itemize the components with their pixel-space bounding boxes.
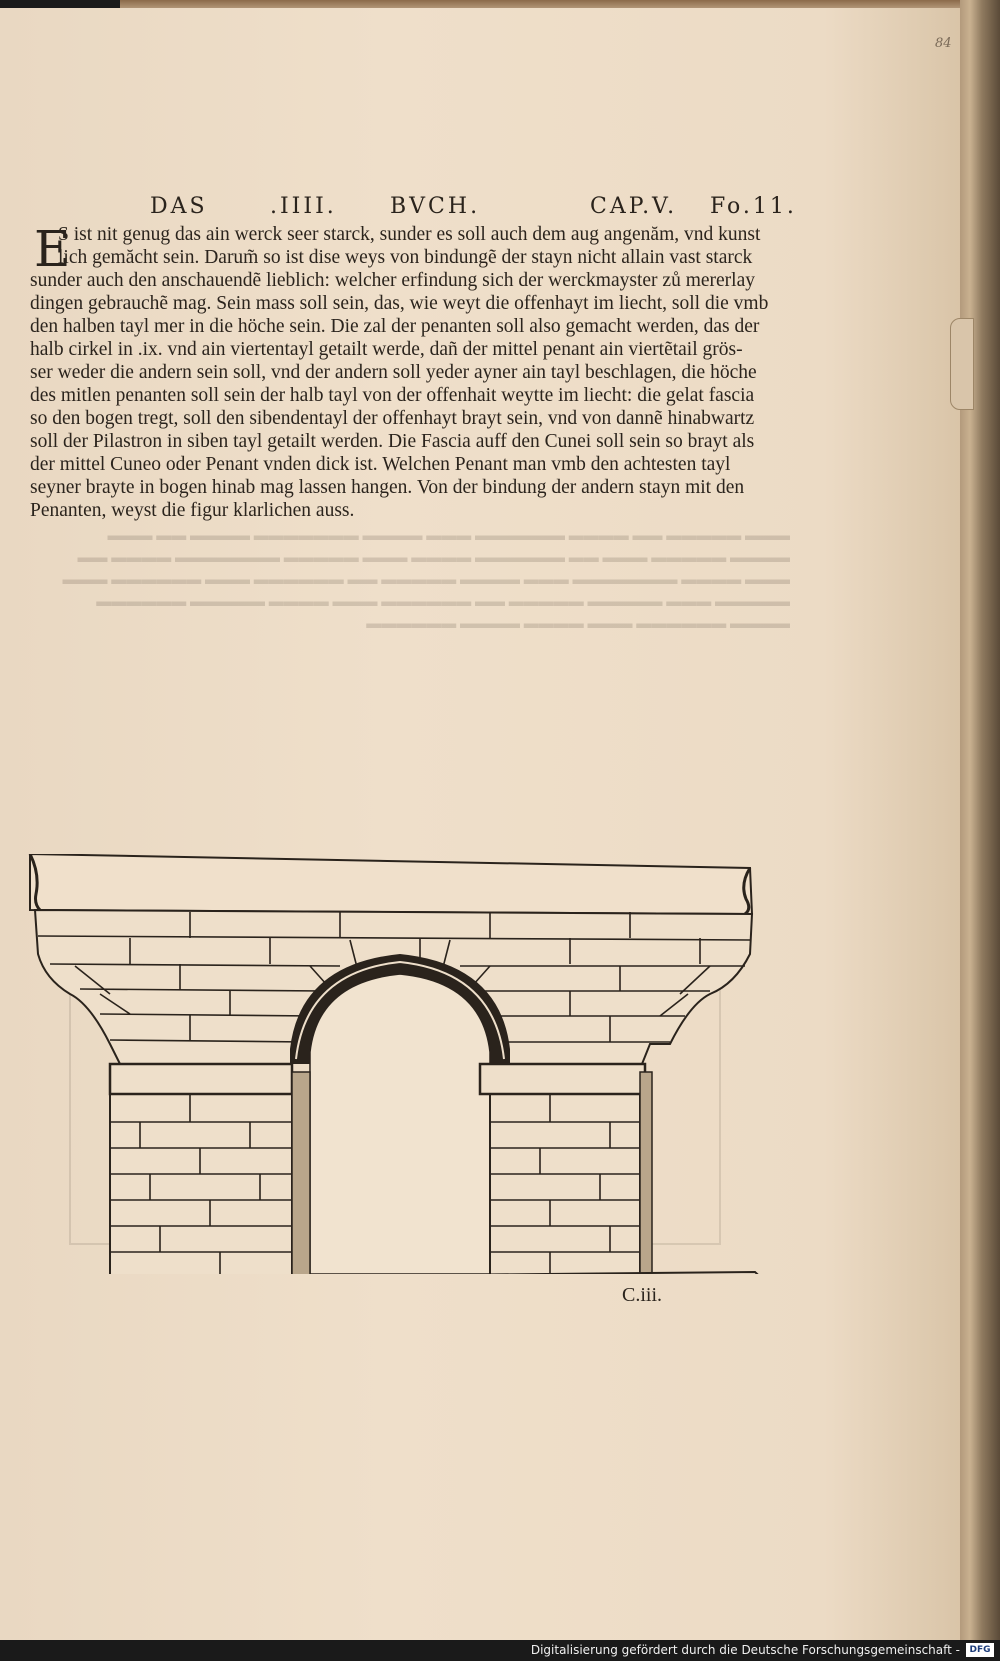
- text-line: lich gemăcht sein. Darum̃ so ist dise weys von bindungẽ der stayn nicht allain vast starck: [58, 247, 753, 268]
- page-fore-edge: [960, 0, 1000, 1640]
- running-head-chapter: CAP.V.: [590, 194, 678, 219]
- text-line: dingen gebrauchẽ mag. Sein mass soll sein, das, wie weyt die offenhayt im liecht, soll die vmb: [30, 293, 769, 314]
- text-line: den halben tayl mer in die höche sein. Die zal der penanten soll also gemacht werden, das der: [30, 316, 760, 337]
- running-head: [150, 194, 797, 224]
- initial-letter: E: [34, 220, 71, 278]
- page-tab: [950, 318, 974, 410]
- running-head-buch: BVCH.: [390, 194, 481, 219]
- folio-number: Fo.11.: [710, 194, 797, 219]
- footer-credit: Digitalisierung gefördert durch die Deutsche Forschungsgemeinschaft -: [530, 1643, 960, 1657]
- show-through-text: ▬▬▬ ▬▬▬▬▬ ▬▬ ▬▬▬▬ ▬▬▬▬▬▬ ▬▬▬ ▬▬▬▬ ▬▬▬▬▬▬▬ ▬▬▬▬ ▬▬ ▬▬▬ ▬▬▬▬ ▬▬▬▬▬ ▬▬▬ ▬▬ ▬▬▬▬▬▬ ▬▬▬▬ ▬▬▬ ▬▬▬▬▬ ▬▬▬▬▬▬▬ ▬▬▬▬ ▬▬ ▬▬▬ ▬▬▬▬ ▬▬▬▬▬▬▬ ▬▬▬ ▬▬▬▬ ▬▬▬▬▬ ▬▬ ▬▬▬▬▬▬ ▬▬▬ ▬▬▬▬▬▬ ▬▬▬ ▬▬▬▬▬ ▬▬▬ ▬▬▬▬▬ ▬▬▬▬▬ ▬▬ ▬▬▬▬▬▬ ▬▬▬ ▬▬▬▬ ▬▬▬▬▬ ▬▬▬▬▬▬ ▬▬▬▬ ▬▬▬▬▬▬ ▬▬▬ ▬▬▬▬ ▬▬▬▬ ▬▬▬▬▬▬: [62, 528, 790, 632]
- running-head-number: .IIII.: [270, 194, 337, 219]
- text-line: S ist nit genug das ain werck seer starck, sunder es soll auch dem aug angenăm, vnd kunst: [58, 224, 761, 245]
- dfg-logo-icon: DFG: [966, 1643, 994, 1657]
- footer-bar: [0, 1640, 1000, 1661]
- text-line: soll der Pilastron in siben tayl getailt werden. Die Fascia auff den Cunei soll sein so brayt als: [30, 431, 755, 452]
- text-line: ser weder die andern sein soll, vnd der andern soll yeder ayner ain tayl beschlagen, die höche: [30, 362, 757, 383]
- text-line: des mitlen penanten soll sein der halb tayl von der offenhait weytte im liecht: die gelat fascia: [30, 385, 755, 406]
- text-line: sunder auch den anschauendẽ lieblich: welcher erfindung sich der werckmayster zů mererlay: [30, 270, 755, 291]
- text-line: halb cirkel in .ix. vnd ain viertentayl getailt werde, dañ der mittel penant ain viertẽtail grös-: [30, 339, 743, 360]
- text-line: seyner brayte in bogen hinab mag lassen hangen. Von der bindung der andern stayn mit den: [30, 477, 745, 498]
- signature-mark: C.iii.: [622, 1284, 663, 1306]
- arch-woodcut: [10, 854, 780, 1274]
- text-line: Penanten, weyst die figur klarlichen auss.: [30, 500, 355, 521]
- text-line: der mittel Cuneo oder Penant vnden dick ist. Welchen Penant man vmb den achtesten tayl: [30, 454, 731, 475]
- book-page: [0, 8, 970, 1640]
- running-head-book: DAS: [150, 194, 208, 219]
- handwritten-folio: 84: [935, 36, 952, 51]
- text-line: so den bogen tregt, soll den sibendentayl der offenhayt brayt sein, vnd von dannẽ hinabwartz: [30, 408, 755, 429]
